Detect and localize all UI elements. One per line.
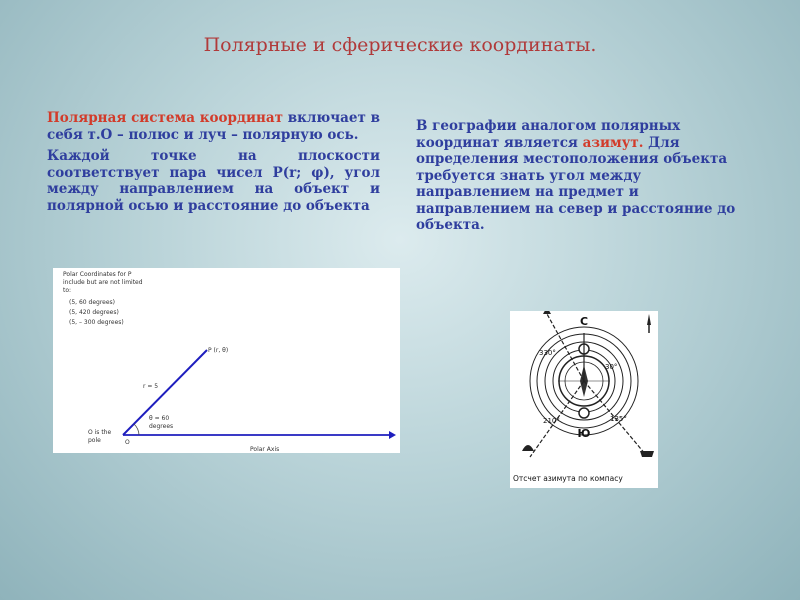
- caption-line-2: include but are not limited: [63, 279, 143, 286]
- compass-ring-bottom: [579, 408, 589, 418]
- axis-label: Polar Axis: [250, 446, 280, 453]
- right-paragraph-start: В географии аналогом полярных координат является: [416, 118, 681, 151]
- compass-caption: Отсчет азимута по компасу: [513, 474, 623, 483]
- polar-diagram-svg: [53, 268, 400, 453]
- angle-135-label: 135°: [610, 415, 627, 423]
- right-text-block: [416, 118, 756, 234]
- r-label: r = 5: [143, 383, 159, 390]
- tower-landmark-icon: [647, 314, 651, 325]
- origin-label: O: [125, 439, 130, 446]
- polar-axis-arrowhead: [389, 431, 396, 439]
- polar-system-term: Полярная система координат: [47, 110, 283, 126]
- pole-label-1: O is the: [88, 429, 112, 436]
- left-paragraph-1-rest: включает в себя т.О – полюс и луч – полярную ось.: [47, 110, 380, 143]
- south-label: Ю: [577, 427, 591, 440]
- angle-label-1: θ = 60: [149, 415, 170, 422]
- arrow-330-icon: [543, 311, 551, 314]
- caption-line-1: Polar Coordinates for P: [63, 271, 132, 278]
- coord-3: (5, – 300 degrees): [69, 319, 124, 326]
- left-text-block: [47, 110, 380, 219]
- angle-30-label: 30°: [605, 363, 618, 371]
- compass-figure: [510, 311, 658, 488]
- left-paragraph-2: Каждой точке на плоскости соответствует пара чисел Р(r; φ), угол между направлением на объект и полярной осью и расстояние до объекта: [47, 148, 380, 214]
- azimuth-term: азимут.: [582, 134, 644, 151]
- compass-svg: [510, 311, 658, 488]
- slide-title: Полярные и сферические координаты.: [203, 34, 597, 56]
- left-paragraph-1: [47, 110, 380, 143]
- coord-1: (5, 60 degrees): [69, 299, 116, 306]
- pole-label-2: pole: [88, 437, 101, 444]
- tree-landmark-icon: [522, 445, 534, 451]
- angle-arc: [134, 424, 139, 435]
- polar-diagram: [53, 268, 400, 453]
- angle-330-label: 330°: [539, 349, 556, 357]
- angle-210-label: 210°: [543, 417, 560, 425]
- coord-2: (5, 420 degrees): [69, 309, 119, 316]
- house-landmark-icon: [640, 451, 654, 457]
- point-label: P (r, θ): [208, 347, 229, 354]
- caption-line-3: to:: [63, 287, 72, 294]
- angle-label-2: degrees: [149, 423, 174, 430]
- right-paragraph-end: Для определения местоположения объекта требуется знать угол между направлением на предмет и направлением на север и расстояние до объекта.: [416, 134, 736, 233]
- north-label: С: [579, 315, 589, 328]
